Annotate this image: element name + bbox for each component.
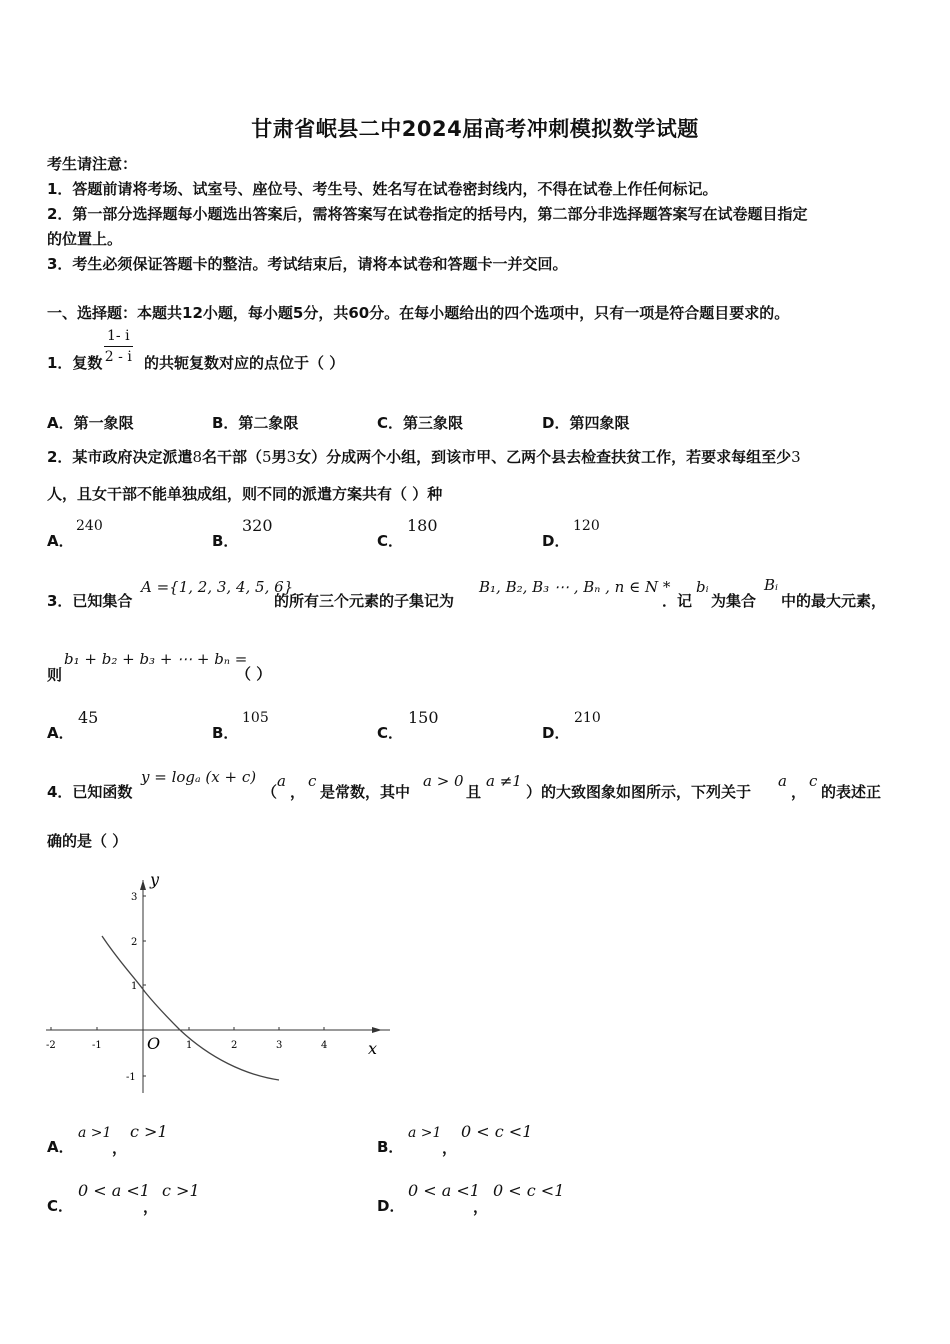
function-curve: [102, 936, 279, 1080]
q2-option-d-label: D．: [542, 532, 570, 550]
q4-text-7: 的表述正: [821, 783, 882, 801]
notice-item-2-cont: 的位置上。: [47, 230, 123, 248]
x-tick-label: 3: [276, 1040, 283, 1051]
q4-option-b-sep: ，: [442, 1139, 458, 1157]
q2-option-a-value: 240: [76, 518, 103, 534]
q2-num-5: 5: [262, 448, 272, 466]
q3-bi: bᵢ: [696, 578, 709, 596]
q2-num-8: 8: [192, 448, 202, 466]
q2-option-c-label: C．: [377, 532, 404, 550]
q3-set-bi: Bᵢ: [764, 576, 779, 594]
q3-option-a-label: A．: [47, 724, 74, 742]
q2-text-c: 男: [271, 448, 287, 466]
q4-graph: [40, 868, 390, 1100]
y-tick-label: 3: [131, 892, 138, 903]
q3-wei: 为集合: [711, 592, 757, 610]
q3-option-b-value: 105: [242, 710, 269, 726]
q3-option-d-label: D．: [542, 724, 570, 742]
q2-option-b-label: B．: [212, 532, 239, 550]
q1-option-d: D．第四象限: [542, 414, 630, 432]
notice-item-3: 3．考生必须保证答题卡的整洁。考试结束后，请将本试卷和答题卡一并交回。: [47, 255, 568, 273]
q1-fraction-numerator: 1- i: [104, 328, 133, 347]
q3-sum: b₁ + b₂ + b₃ + ⋯ + bₙ =: [64, 650, 248, 668]
q4-option-c-label: C．: [47, 1197, 74, 1215]
q4-text-2: ，: [290, 783, 306, 801]
q2-text-a: 2．某市政府决定派遣: [47, 448, 193, 466]
q4-text-4: 且: [466, 783, 482, 801]
q2-num-3b: 3: [791, 448, 801, 466]
q4-text-1: （: [262, 783, 278, 801]
q4-option-b-label: B．: [377, 1138, 404, 1156]
q4-var-a1: a: [277, 772, 286, 790]
q4-line2: 确的是（ ）: [47, 832, 128, 850]
q2-option-b-value: 320: [242, 516, 273, 535]
q3-subsets: B₁, B₂, B₃ ⋯ , Bₙ , n ∈ N *: [479, 578, 671, 596]
y-axis-label: y: [150, 870, 160, 889]
q4-option-c-sep: ，: [143, 1198, 159, 1216]
q2-num-3: 3: [286, 448, 297, 466]
notice-item-1: 1．答题前请将考场、试室号、座位号、考生号、姓名写在试卷密封线内，不得在试卷上作任何标记。: [47, 180, 718, 198]
q1-prefix: 1．复数: [47, 354, 103, 372]
notice-heading: 考生请注意：: [47, 155, 138, 173]
q3-option-c-value: 150: [408, 708, 439, 727]
q2-line2: 人，且女干部不能单独成组，则不同的派遣方案共有（ ）种: [47, 485, 443, 503]
x-tick-label: -2: [46, 1040, 56, 1051]
q3-ji: ．记: [662, 592, 693, 610]
q1-fraction-denominator: 2 - i: [104, 349, 132, 365]
q3-option-d-value: 210: [574, 710, 601, 726]
q1-option-b: B．第二象限: [212, 414, 299, 432]
q2-text-d: 女）分成两个小组，到该市甲、乙两个县去检查扶贫工作，若要求每组至少: [296, 448, 792, 466]
q3-option-a-value: 45: [78, 708, 99, 727]
q1-option-a: A．第一象限: [47, 414, 134, 432]
q4-text-5: ）的大致图象如图所示，下列关于: [526, 783, 752, 801]
q2-option-c-value: 180: [407, 516, 438, 535]
section-heading: 一、选择题：本题共12小题，每小题5分，共60分。在每小题给出的四个选项中，只有一项是符合题目要求的。: [47, 304, 790, 322]
q3-set-a: A ={1, 2, 3, 4, 5, 6}: [141, 578, 294, 596]
q2-line1: [47, 446, 801, 467]
q4-option-a-sep: ，: [112, 1139, 128, 1157]
q1-fraction: [104, 328, 133, 365]
notice-item-2: 2．第一部分选择题每小题选出答案后，需将答案写在试卷指定的括号内，第二部分非选择题答案写在试卷题目指定: [47, 205, 808, 223]
x-axis-arrow: [372, 1027, 382, 1033]
q2-option-a-label: A．: [47, 532, 74, 550]
q4-option-b-a: a >1: [408, 1125, 442, 1141]
q3-blank: （ ）: [236, 665, 272, 683]
page-title: 甘肃省岷县二中2024届高考冲刺模拟数学试题: [251, 117, 699, 141]
q4-cond2: a ≠1: [486, 772, 522, 790]
q4-text-6: ，: [791, 783, 807, 801]
q4-cond1: a > 0: [423, 772, 464, 790]
q4-option-b-c: 0 < c <1: [461, 1122, 533, 1141]
q2-option-d-value: 120: [573, 518, 600, 534]
q4-text-3: 是常数，其中: [320, 783, 411, 801]
q4-option-d-c: 0 < c <1: [493, 1181, 565, 1200]
q4-var-c1: c: [308, 772, 317, 790]
q3-option-c-label: C．: [377, 724, 404, 742]
y-tick-label: 1: [131, 981, 138, 992]
q4-option-d-a: 0 < a <1: [408, 1181, 480, 1200]
x-tick-label: 4: [321, 1040, 328, 1051]
x-tick-label: 2: [231, 1040, 238, 1051]
q3-prefix: 3．已知集合: [47, 592, 133, 610]
q3-ze: 则: [47, 666, 63, 684]
q4-option-d-sep: ，: [473, 1198, 489, 1216]
y-tick-label: 2: [131, 937, 138, 948]
x-tick-label: 1: [186, 1040, 193, 1051]
y-tick-label: -1: [126, 1072, 136, 1083]
q3-mid-text: 的所有三个元素的子集记为: [274, 592, 455, 610]
q4-var-c2: c: [809, 772, 818, 790]
q3-end: 中的最大元素，: [781, 592, 887, 610]
q1-suffix: 的共轭复数对应的点位于（ ）: [144, 354, 345, 372]
q4-option-d-label: D．: [377, 1197, 405, 1215]
q4-option-a-label: A．: [47, 1138, 74, 1156]
origin-label: O: [147, 1034, 161, 1053]
q4-option-c-a: 0 < a <1: [78, 1181, 150, 1200]
q4-prefix: 4．已知函数: [47, 783, 133, 801]
y-axis-arrow: [140, 880, 146, 890]
x-axis-label: x: [368, 1039, 378, 1058]
x-tick-label: -1: [92, 1040, 102, 1051]
q4-option-a-c: c >1: [130, 1122, 168, 1141]
q4-function: y = logₐ (x + c): [141, 768, 257, 786]
q2-text-b: 名干部（: [202, 448, 263, 466]
q1-option-c: C．第三象限: [377, 414, 464, 432]
q4-option-c-c: c >1: [162, 1181, 200, 1200]
q4-var-a2: a: [778, 772, 787, 790]
q3-option-b-label: B．: [212, 724, 239, 742]
q4-option-a-a: a >1: [78, 1125, 112, 1141]
